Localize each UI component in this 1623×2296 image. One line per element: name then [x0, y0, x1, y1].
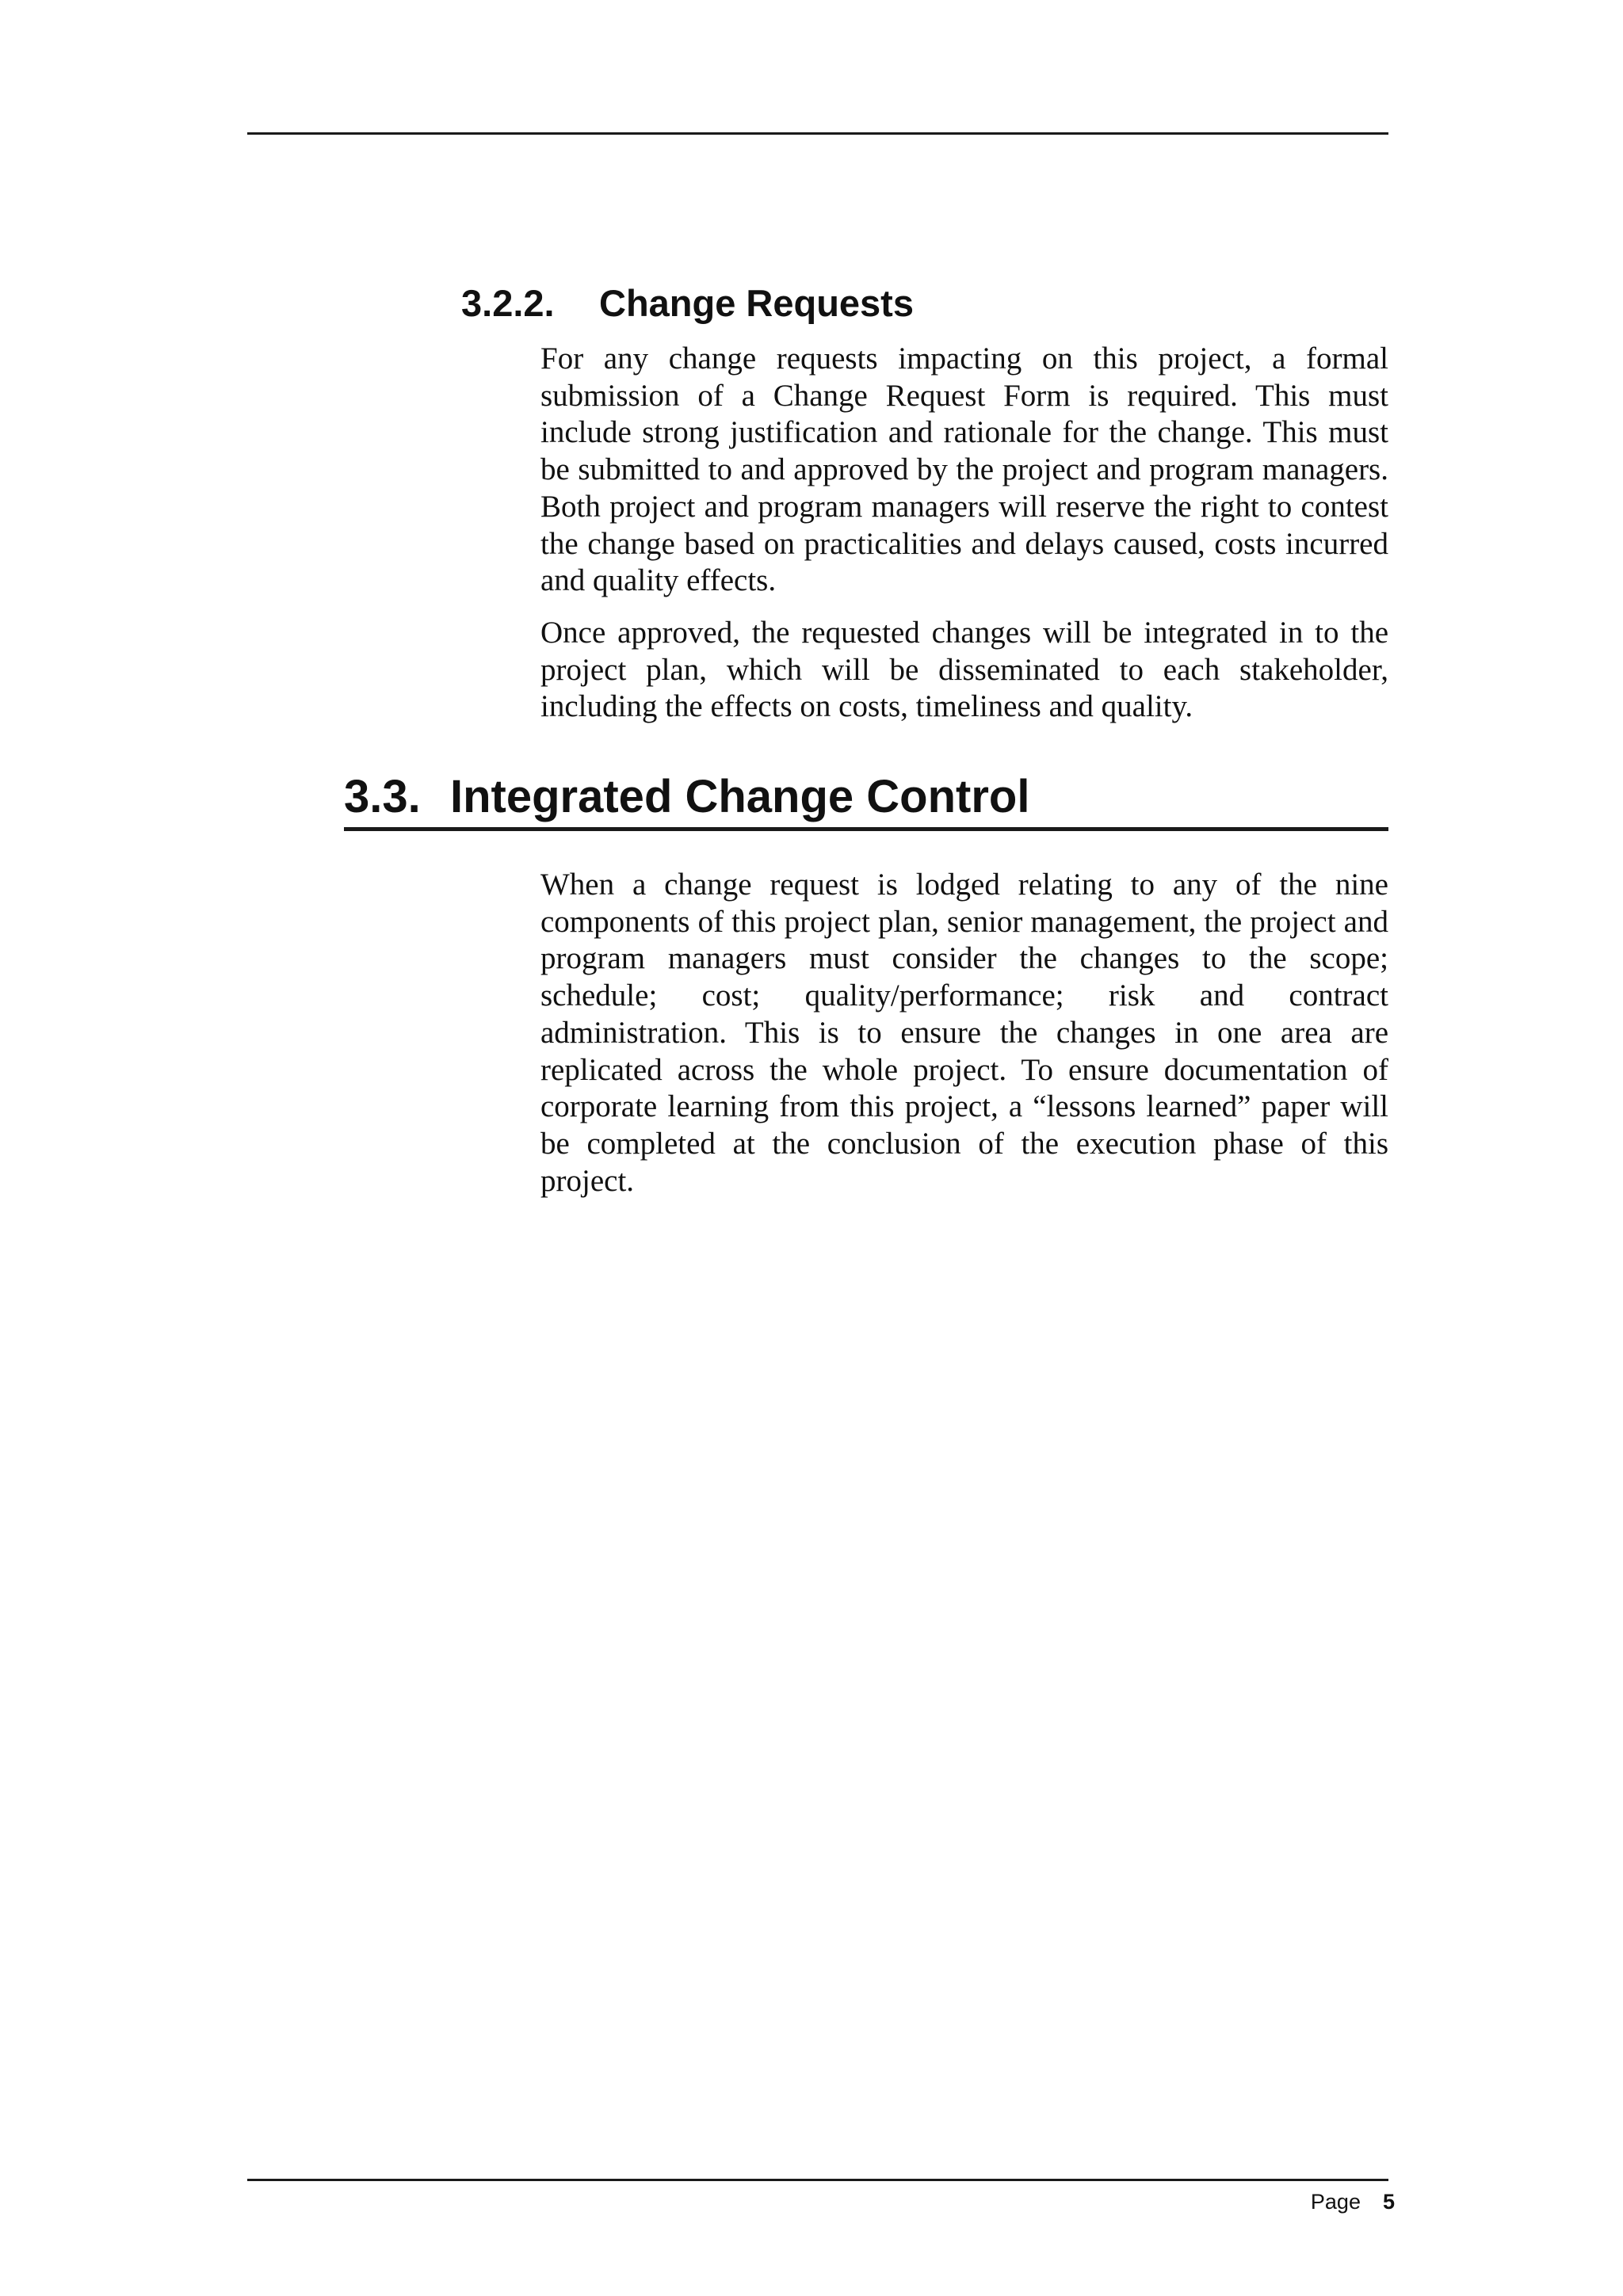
section-body-3-2-2 [540, 341, 1388, 726]
section-heading-3-2-2 [461, 278, 914, 329]
page-footer [1311, 2188, 1395, 2215]
section-title: Integrated Change Control [450, 771, 1030, 822]
section-heading-3-3 [344, 768, 1029, 826]
header-rule [247, 132, 1388, 135]
page-number: 5 [1382, 2190, 1395, 2214]
page-label: Page [1310, 2190, 1361, 2214]
section-body-3-3 [540, 867, 1388, 1199]
section-title: Change Requests [599, 282, 914, 324]
footer-rule [247, 2179, 1388, 2181]
paragraph: For any change requests impacting on this project, a formal submission of a Change Request Form is required. This must include strong justification and rationale for the change. This must be submitted to and approved by the project and program managers. Both project and program managers will reserve the right to contest the change based on practicalities and delays caused, costs incurred and quality effects. [540, 341, 1388, 598]
paragraph: When a change request is lodged relating to any of the nine components of this project plan, senior management, the project and program managers must consider the changes to the scope; schedule; cost; quality/performance; risk and contract administration. This is to ensure the changes in one area are replicated across the whole project. To ensure documentation of corporate learning from this project, a “lessons learned” paper will be completed at the conclusion of the execution phase of this project. [540, 868, 1388, 1198]
section-heading-underline [344, 827, 1388, 831]
section-number: 3.2.2. [461, 282, 555, 324]
section-number: 3.3. [344, 771, 421, 822]
paragraph: Once approved, the requested changes will be integrated in to the project plan, which will be disseminated to each stakeholder, including the effects on costs, timeliness and quality. [540, 615, 1388, 724]
